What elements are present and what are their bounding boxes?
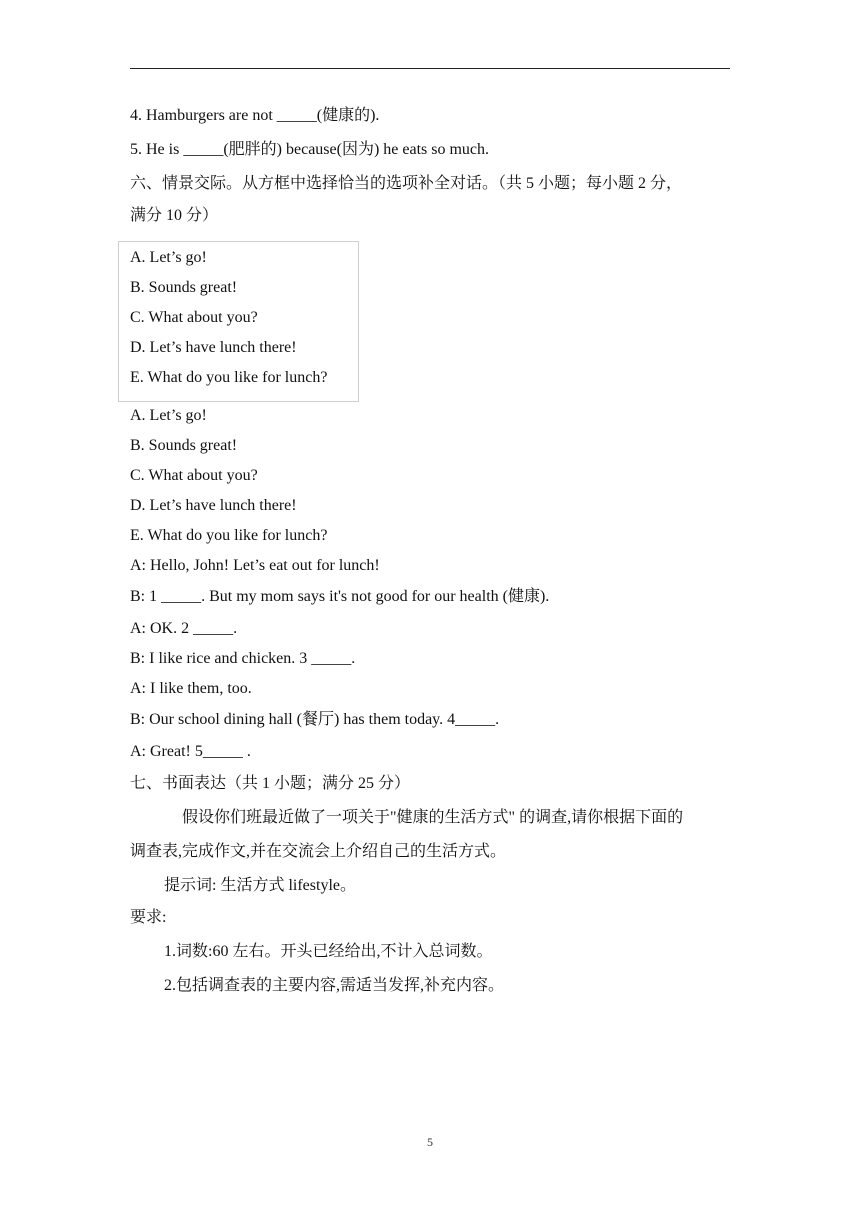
dialogue-line-4: B: I like rice and chicken. 3 _____.	[130, 650, 356, 667]
writing-prompt-line1: 假设你们班最近做了一项关于"健康的生活方式" 的调查,请你根据下面的	[182, 809, 684, 826]
options-box	[118, 241, 359, 402]
dialogue-line-6: B: Our school dining hall (餐厅) has them today. 4_____.	[130, 711, 500, 728]
option-e: E. What do you like for lunch?	[130, 527, 328, 544]
option-a: A. Let’s go!	[130, 407, 207, 424]
box-option-e: E. What do you like for lunch?	[130, 369, 328, 386]
box-option-b: B. Sounds great!	[130, 279, 238, 296]
section-6-heading-line1: 六、情景交际。从方框中选择恰当的选项补全对话。（共 5 小题；每小题 2 分，	[130, 175, 683, 192]
dialogue-line-5: A: I like them, too.	[130, 680, 252, 697]
header-rule	[130, 68, 730, 69]
question-4: 4. Hamburgers are not _____(健康的).	[130, 107, 380, 124]
question-5: 5. He is _____(肥胖的) because(因为) he eats so much.	[130, 141, 490, 158]
section-7-heading: 七、书面表达（共 1 小题；满分 25 分）	[130, 775, 411, 792]
box-option-a: A. Let’s go!	[130, 249, 207, 266]
page-number: 5	[427, 1135, 433, 1149]
requirement-1: 1.词数:60 左右。开头已经给出,不计入总词数。	[164, 943, 493, 960]
requirements-label: 要求:	[130, 909, 167, 926]
dialogue-line-7: A: Great! 5_____ .	[130, 743, 251, 760]
dialogue-line-1: A: Hello, John! Let’s eat out for lunch!	[130, 557, 380, 574]
hint-words: 提示词: 生活方式 lifestyle。	[164, 877, 356, 894]
box-option-d: D. Let’s have lunch there!	[130, 339, 297, 356]
requirement-2: 2.包括调查表的主要内容,需适当发挥,补充内容。	[164, 977, 505, 994]
option-c: C. What about you?	[130, 467, 258, 484]
option-d: D. Let’s have lunch there!	[130, 497, 297, 514]
writing-prompt-line2: 调查表,完成作文,并在交流会上介绍自己的生活方式。	[130, 843, 507, 860]
option-b: B. Sounds great!	[130, 437, 238, 454]
dialogue-line-3: A: OK. 2 _____.	[130, 620, 238, 637]
section-6-heading-line2: 满分 10 分）	[130, 207, 219, 224]
dialogue-line-2: B: 1 _____. But my mom says it's not good for our health (健康).	[130, 588, 550, 605]
box-option-c: C. What about you?	[130, 309, 258, 326]
